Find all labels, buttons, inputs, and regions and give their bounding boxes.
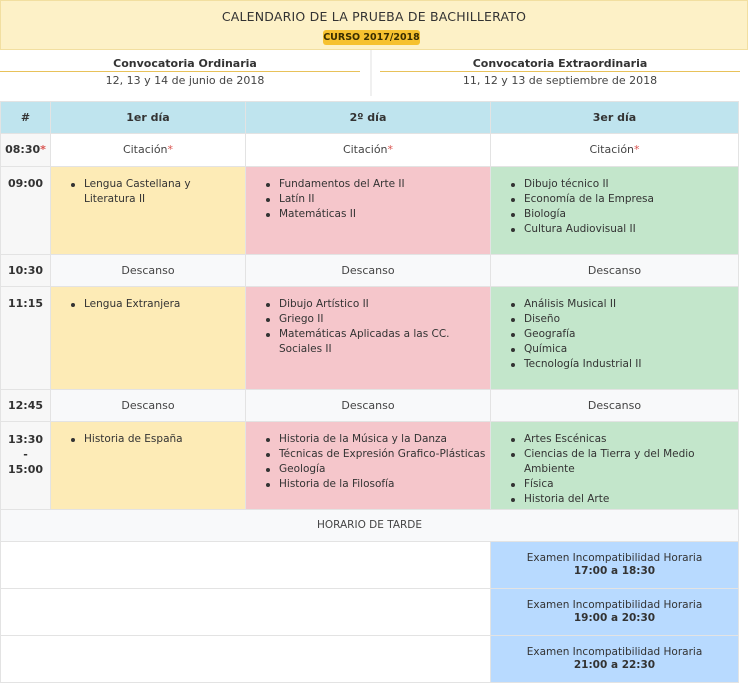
break-cell: Descanso [51, 255, 246, 287]
table-row [0, 134, 748, 167]
divider [380, 71, 740, 72]
subject-list [491, 432, 738, 507]
list-item: Química [509, 342, 738, 357]
table-row [0, 167, 748, 255]
time-separator: - [23, 448, 28, 461]
empty-cell [0, 636, 491, 683]
break-cell: Descanso [491, 255, 739, 287]
exam-title: Examen Incompatibilidad Horaria [526, 599, 703, 611]
exam-slot [491, 542, 739, 589]
table-row [0, 510, 748, 542]
table-row [0, 390, 748, 422]
subject-list [246, 297, 490, 357]
break-cell: Descanso [246, 255, 491, 287]
list-item: Dibujo Artístico II [264, 297, 490, 312]
asterisk: * [387, 143, 394, 156]
exam-slot [491, 636, 739, 683]
column-header-day2: 2º día [246, 101, 491, 134]
day2-subjects [246, 287, 491, 390]
page-title: CALENDARIO DE LA PRUEBA DE BACHILLERATO [221, 9, 527, 24]
break-cell: Descanso [491, 390, 739, 422]
day3-subjects [491, 287, 739, 390]
empty-cell [0, 589, 491, 636]
exam-title: Examen Incompatibilidad Horaria [526, 552, 703, 564]
time-cell [0, 134, 51, 167]
citacion-cell [51, 134, 246, 167]
asterisk: * [167, 143, 174, 156]
convocatoria-ordinaria [0, 50, 370, 96]
divider [0, 71, 360, 72]
day1-subjects [51, 287, 246, 390]
exam-hours: 21:00 a 22:30 [573, 659, 656, 671]
subject-list [51, 177, 245, 207]
list-item: Historia de España [69, 432, 245, 447]
subject-list [246, 177, 490, 222]
list-item: Diseño [509, 312, 738, 327]
break-cell: Descanso [51, 390, 246, 422]
convocatoria-extraordinaria-title: Convocatoria Extraordinaria [472, 57, 648, 70]
time-cell: 10:30 [0, 255, 51, 287]
time-cell: 11:15 [0, 287, 51, 390]
list-item: Biología [509, 207, 738, 222]
subject-list [491, 297, 738, 372]
time-cell [0, 422, 51, 510]
time-label: 08:30 [5, 143, 41, 156]
list-item: Historia de la Música y la Danza [264, 432, 490, 447]
list-item: Geología [264, 462, 490, 477]
empty-cell [0, 542, 491, 589]
asterisk: * [634, 143, 640, 156]
day3-subjects [491, 167, 739, 255]
exam-title: Examen Incompatibilidad Horaria [526, 646, 703, 658]
calendar-header [0, 0, 748, 50]
subject-list [51, 297, 245, 312]
day3-subjects [491, 422, 739, 510]
subject-list [246, 432, 490, 492]
list-item: Latín II [264, 192, 490, 207]
citacion-label: Citación [122, 143, 168, 156]
citacion-cell [491, 134, 739, 167]
list-item: Historia del Arte [509, 492, 738, 507]
table-row [0, 287, 748, 390]
list-item: Historia de la Filosofía [264, 477, 490, 492]
exam-hours: 19:00 a 20:30 [573, 612, 656, 624]
citacion-cell [246, 134, 491, 167]
subject-list [51, 432, 245, 447]
column-header-day3: 3er día [491, 101, 739, 134]
convocatoria-extraordinaria-dates: 11, 12 y 13 de septiembre de 2018 [462, 74, 658, 87]
list-item: Matemáticas II [264, 207, 490, 222]
table-row [0, 255, 748, 287]
table-row [0, 422, 748, 510]
time-start: 13:30 [7, 433, 43, 446]
list-item: Fundamentos del Arte II [264, 177, 490, 192]
exam-hours: 17:00 a 18:30 [573, 565, 656, 577]
list-item: Lengua Extranjera [69, 297, 245, 312]
convocatoria-extraordinaria [372, 50, 748, 96]
column-header-number: # [0, 101, 51, 134]
list-item: Economía de la Empresa [509, 192, 738, 207]
list-item: Artes Escénicas [509, 432, 738, 447]
list-item: Tecnología Industrial II [509, 357, 738, 372]
subject-list [491, 177, 738, 237]
list-item: Dibujo técnico II [509, 177, 738, 192]
day2-subjects [246, 422, 491, 510]
day2-subjects [246, 167, 491, 255]
list-item: Lengua Castellana y Literatura II [69, 177, 245, 207]
exam-slot [491, 589, 739, 636]
list-item: Griego II [264, 312, 490, 327]
table-row [0, 542, 748, 589]
table-row [0, 636, 748, 683]
table-header-row [0, 101, 748, 134]
list-item: Cultura Audiovisual II [509, 222, 738, 237]
convocatoria-ordinaria-dates: 12, 13 y 14 de junio de 2018 [105, 74, 265, 87]
list-item: Técnicas de Expresión Grafico-Plásticas [264, 447, 490, 462]
afternoon-schedule-label: HORARIO DE TARDE [0, 510, 739, 542]
day1-subjects [51, 167, 246, 255]
table-row [0, 589, 748, 636]
list-item: Matemáticas Aplicadas a las CC. Sociales II [264, 327, 490, 357]
list-item: Física [509, 477, 738, 492]
time-cell: 12:45 [0, 390, 51, 422]
citacion-label: Citación [342, 143, 388, 156]
list-item: Ciencias de la Tierra y del Medio Ambiente [509, 447, 738, 477]
time-end: 15:00 [7, 463, 43, 476]
list-item: Geografía [509, 327, 738, 342]
course-badge: CURSO 2017/2018 [323, 32, 420, 43]
citacion-label: Citación [589, 143, 635, 156]
asterisk: * [40, 143, 46, 156]
time-cell: 09:00 [0, 167, 51, 255]
column-header-day1: 1er día [51, 101, 246, 134]
break-cell: Descanso [246, 390, 491, 422]
list-item: Análisis Musical II [509, 297, 738, 312]
convocatoria-ordinaria-title: Convocatoria Ordinaria [113, 57, 257, 70]
day1-subjects [51, 422, 246, 510]
